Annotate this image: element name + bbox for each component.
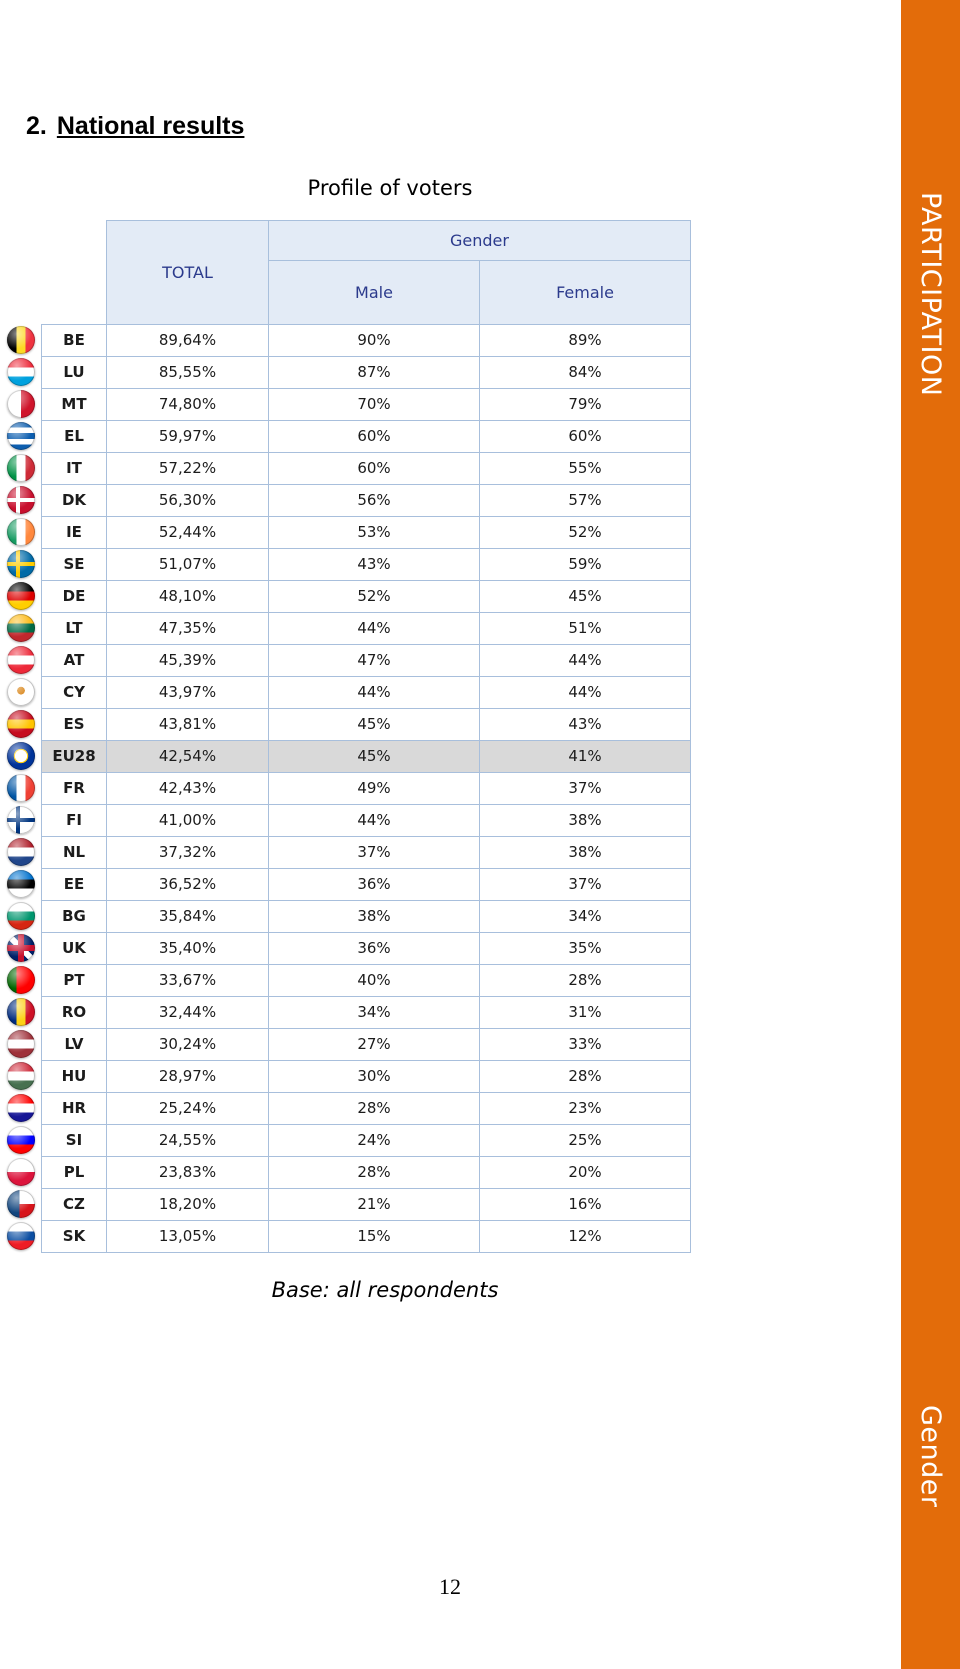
cell-female: 38% — [480, 805, 691, 837]
section-title: National results — [56, 112, 245, 140]
cell-total: 13,05% — [107, 1221, 269, 1253]
flag-icon — [7, 998, 35, 1026]
cell-female: 55% — [480, 453, 691, 485]
cell-total: 33,67% — [107, 965, 269, 997]
table-row — [42, 709, 691, 741]
cell-male: 60% — [269, 421, 480, 453]
flag-icon — [7, 358, 35, 386]
table-row — [42, 1157, 691, 1189]
cell-female: 52% — [480, 517, 691, 549]
flag-icon — [7, 678, 35, 706]
header-gender: Gender — [269, 221, 691, 261]
cell-female: 35% — [480, 933, 691, 965]
cell-total: 23,83% — [107, 1157, 269, 1189]
cell-female: 79% — [480, 389, 691, 421]
flag-icon — [7, 326, 35, 354]
flag-icon — [7, 614, 35, 642]
header-female: Female — [480, 261, 691, 325]
cell-female: 37% — [480, 869, 691, 901]
cell-country: HU — [42, 1061, 107, 1093]
sidebar-label-gender: Gender — [915, 1405, 946, 1508]
cell-male: 36% — [269, 933, 480, 965]
cell-country: EL — [42, 421, 107, 453]
cell-male: 28% — [269, 1157, 480, 1189]
results-table — [41, 220, 691, 1253]
orange-sidebar — [901, 0, 960, 1669]
cell-male: 21% — [269, 1189, 480, 1221]
cell-male: 43% — [269, 549, 480, 581]
cell-total: 37,32% — [107, 837, 269, 869]
table-row — [42, 805, 691, 837]
cell-total: 51,07% — [107, 549, 269, 581]
table-row — [42, 1125, 691, 1157]
cell-country: PT — [42, 965, 107, 997]
flag-icon — [7, 710, 35, 738]
cell-male: 47% — [269, 645, 480, 677]
cell-female: 20% — [480, 1157, 691, 1189]
cell-country: LV — [42, 1029, 107, 1061]
header-spacer — [42, 221, 107, 325]
cell-female: 89% — [480, 325, 691, 357]
flag-icon — [7, 1126, 35, 1154]
cell-country: ES — [42, 709, 107, 741]
cell-female: 33% — [480, 1029, 691, 1061]
table-row — [42, 773, 691, 805]
flag-icon — [7, 966, 35, 994]
cell-country: IE — [42, 517, 107, 549]
cell-country: AT — [42, 645, 107, 677]
cell-country: DK — [42, 485, 107, 517]
cell-male: 44% — [269, 805, 480, 837]
table-row — [42, 997, 691, 1029]
flag-icon — [7, 1094, 35, 1122]
table-row — [42, 965, 691, 997]
flag-icon — [7, 454, 35, 482]
cell-male: 60% — [269, 453, 480, 485]
cell-male: 45% — [269, 709, 480, 741]
flag-icon — [7, 390, 35, 418]
cell-total: 25,24% — [107, 1093, 269, 1125]
cell-total: 30,24% — [107, 1029, 269, 1061]
table-row — [42, 869, 691, 901]
cell-female: 43% — [480, 709, 691, 741]
table-row — [42, 325, 691, 357]
table-row — [42, 1061, 691, 1093]
table-title: Profile of voters — [307, 176, 473, 200]
table-row — [42, 613, 691, 645]
cell-female: 59% — [480, 549, 691, 581]
cell-total: 24,55% — [107, 1125, 269, 1157]
cell-total: 42,54% — [107, 741, 269, 773]
table-row — [42, 837, 691, 869]
table-row — [42, 901, 691, 933]
flag-icon — [7, 582, 35, 610]
cell-male: 87% — [269, 357, 480, 389]
cell-male: 34% — [269, 997, 480, 1029]
cell-country: LT — [42, 613, 107, 645]
section-heading — [26, 112, 244, 141]
flag-icon — [7, 902, 35, 930]
cell-female: 28% — [480, 1061, 691, 1093]
cell-female: 57% — [480, 485, 691, 517]
cell-country: FR — [42, 773, 107, 805]
table-row — [42, 485, 691, 517]
flag-icon — [7, 742, 35, 770]
table-row — [42, 741, 691, 773]
cell-female: 84% — [480, 357, 691, 389]
cell-total: 74,80% — [107, 389, 269, 421]
header-total: TOTAL — [107, 221, 269, 325]
table-row — [42, 421, 691, 453]
cell-male: 36% — [269, 869, 480, 901]
cell-total: 18,20% — [107, 1189, 269, 1221]
cell-male: 30% — [269, 1061, 480, 1093]
cell-female: 28% — [480, 965, 691, 997]
cell-male: 15% — [269, 1221, 480, 1253]
cell-male: 40% — [269, 965, 480, 997]
flag-column — [5, 324, 37, 1254]
cell-total: 32,44% — [107, 997, 269, 1029]
cell-male: 27% — [269, 1029, 480, 1061]
flag-icon — [7, 518, 35, 546]
cell-total: 89,64% — [107, 325, 269, 357]
cell-male: 52% — [269, 581, 480, 613]
cell-female: 16% — [480, 1189, 691, 1221]
flag-icon — [7, 870, 35, 898]
cell-male: 44% — [269, 613, 480, 645]
flag-icon — [7, 1190, 35, 1218]
cell-country: SK — [42, 1221, 107, 1253]
cell-total: 43,97% — [107, 677, 269, 709]
cell-male: 45% — [269, 741, 480, 773]
cell-female: 51% — [480, 613, 691, 645]
cell-female: 34% — [480, 901, 691, 933]
flag-icon — [7, 486, 35, 514]
cell-country: SE — [42, 549, 107, 581]
cell-country: MT — [42, 389, 107, 421]
cell-female: 31% — [480, 997, 691, 1029]
cell-country: SI — [42, 1125, 107, 1157]
cell-country: NL — [42, 837, 107, 869]
cell-female: 23% — [480, 1093, 691, 1125]
header-male: Male — [269, 261, 480, 325]
cell-country: BG — [42, 901, 107, 933]
cell-male: 37% — [269, 837, 480, 869]
table-row — [42, 389, 691, 421]
base-note: Base: all respondents — [271, 1278, 499, 1302]
flag-icon — [7, 838, 35, 866]
cell-total: 48,10% — [107, 581, 269, 613]
cell-country: FI — [42, 805, 107, 837]
cell-male: 28% — [269, 1093, 480, 1125]
cell-country: EE — [42, 869, 107, 901]
table-row — [42, 1029, 691, 1061]
cell-country: BE — [42, 325, 107, 357]
cell-country: PL — [42, 1157, 107, 1189]
cell-country: EU28 — [42, 741, 107, 773]
table-row — [42, 357, 691, 389]
cell-male: 44% — [269, 677, 480, 709]
cell-country: IT — [42, 453, 107, 485]
cell-country: RO — [42, 997, 107, 1029]
table-row — [42, 933, 691, 965]
cell-country: DE — [42, 581, 107, 613]
cell-total: 41,00% — [107, 805, 269, 837]
table-row — [42, 1189, 691, 1221]
flag-icon — [7, 1030, 35, 1058]
cell-total: 35,84% — [107, 901, 269, 933]
cell-country: LU — [42, 357, 107, 389]
cell-male: 90% — [269, 325, 480, 357]
cell-female: 60% — [480, 421, 691, 453]
cell-country: UK — [42, 933, 107, 965]
cell-male: 24% — [269, 1125, 480, 1157]
flag-icon — [7, 1222, 35, 1250]
cell-total: 47,35% — [107, 613, 269, 645]
table-row — [42, 677, 691, 709]
cell-total: 43,81% — [107, 709, 269, 741]
flag-icon — [7, 806, 35, 834]
page-number: 12 — [439, 1574, 461, 1599]
flag-icon — [7, 934, 35, 962]
cell-total: 59,97% — [107, 421, 269, 453]
cell-male: 49% — [269, 773, 480, 805]
flag-icon — [7, 646, 35, 674]
cell-total: 42,43% — [107, 773, 269, 805]
cell-male: 53% — [269, 517, 480, 549]
cell-total: 52,44% — [107, 517, 269, 549]
cell-female: 45% — [480, 581, 691, 613]
flag-icon — [7, 1158, 35, 1186]
cell-total: 56,30% — [107, 485, 269, 517]
cell-total: 28,97% — [107, 1061, 269, 1093]
table-row — [42, 549, 691, 581]
cell-total: 35,40% — [107, 933, 269, 965]
cell-country: CY — [42, 677, 107, 709]
flag-icon — [7, 550, 35, 578]
cell-female: 25% — [480, 1125, 691, 1157]
cell-total: 85,55% — [107, 357, 269, 389]
cell-female: 37% — [480, 773, 691, 805]
section-number: 2. — [26, 112, 47, 140]
sidebar-label-participation: PARTICIPATION — [915, 192, 946, 397]
table-row — [42, 645, 691, 677]
flag-icon — [7, 422, 35, 450]
cell-total: 45,39% — [107, 645, 269, 677]
cell-total: 36,52% — [107, 869, 269, 901]
table-row — [42, 1093, 691, 1125]
cell-female: 44% — [480, 645, 691, 677]
cell-male: 38% — [269, 901, 480, 933]
table-row — [42, 453, 691, 485]
flag-icon — [7, 1062, 35, 1090]
table-row — [42, 581, 691, 613]
cell-female: 12% — [480, 1221, 691, 1253]
cell-female: 44% — [480, 677, 691, 709]
cell-country: HR — [42, 1093, 107, 1125]
table-row — [42, 517, 691, 549]
cell-country: CZ — [42, 1189, 107, 1221]
flag-icon — [7, 774, 35, 802]
cell-female: 41% — [480, 741, 691, 773]
cell-female: 38% — [480, 837, 691, 869]
cell-male: 56% — [269, 485, 480, 517]
cell-total: 57,22% — [107, 453, 269, 485]
cell-male: 70% — [269, 389, 480, 421]
table-row — [42, 1221, 691, 1253]
